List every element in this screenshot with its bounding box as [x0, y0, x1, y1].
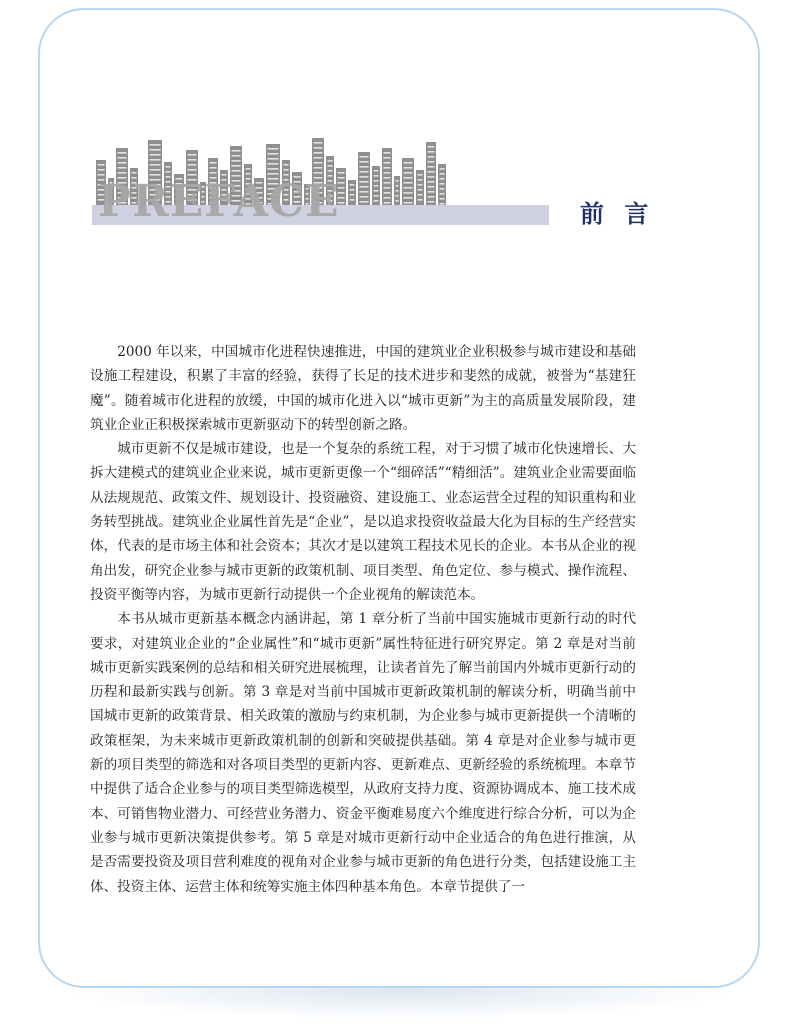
skyline-window [118, 162, 127, 164]
skyline-window [118, 172, 127, 174]
skyline-window [268, 168, 279, 170]
paragraph: 2000 年以来，中国城市化进程快速推进，中国的建筑业企业积极参与城市建设和基础设施工程建设，积累了丰富的经验，获得了长足的技术进步和斐然的成就，被誉为“基建狂魔”。随着城市化进程的放缓，中国的城市化进入以“城市更新”为主的高质量发展阶段，建筑业企业正积极探索城市更新驱动下的转型创新之路。 [90, 344, 636, 433]
skyline-building [358, 152, 370, 208]
skyline-window [232, 170, 241, 172]
skyline-window [440, 168, 445, 170]
skyline-window [418, 189, 423, 191]
skyline-window [118, 152, 127, 154]
skyline-window [328, 165, 333, 167]
skyline-window [418, 179, 423, 181]
skyline-window [360, 161, 369, 163]
skyline-window [314, 167, 323, 169]
skyline-window [384, 192, 391, 194]
page-title: 前 言 [580, 199, 655, 228]
skyline-window [404, 162, 413, 164]
skyline-window [360, 171, 369, 173]
skyline-window [384, 157, 391, 159]
skyline-window [246, 168, 251, 170]
skyline-window [384, 202, 391, 204]
skyline-window [328, 170, 333, 172]
skyline-window [210, 162, 217, 164]
skyline-window [404, 192, 413, 194]
skyline-window [284, 164, 289, 166]
skyline-window [232, 160, 241, 162]
skyline-window [188, 164, 197, 166]
skyline-window [246, 173, 251, 175]
skyline-window [232, 150, 241, 152]
skyline-window [360, 201, 369, 203]
skyline-window [384, 182, 391, 184]
skyline-window [150, 159, 161, 161]
skyline-window [384, 197, 391, 199]
skyline-window [428, 191, 435, 193]
preface-body [90, 340, 636, 899]
preface-header [92, 108, 655, 228]
skyline-window [428, 161, 435, 163]
skyline-window [418, 194, 423, 196]
skyline-window [404, 167, 413, 169]
skyline-window [210, 167, 217, 169]
skyline-window [360, 181, 369, 183]
skyline-window [428, 146, 435, 148]
skyline-window [428, 156, 435, 158]
skyline-window [98, 169, 105, 171]
skyline-window [314, 142, 323, 144]
skyline-window [396, 195, 399, 197]
skyline-window [404, 202, 413, 204]
skyline-window [428, 171, 435, 173]
skyline-window [384, 152, 391, 154]
skyline-window [384, 177, 391, 179]
skyline-window [440, 173, 445, 175]
skyline-window [360, 186, 369, 188]
skyline-window [232, 155, 241, 157]
skyline-window [268, 148, 279, 150]
skyline-window [350, 199, 355, 201]
skyline-window [338, 172, 345, 174]
skyline-window [314, 147, 323, 149]
skyline-window [314, 172, 323, 174]
skyline-window [418, 199, 423, 201]
skyline-window [314, 152, 323, 154]
skyline-window [350, 194, 355, 196]
skyline-window [428, 196, 435, 198]
skyline-window [350, 189, 355, 191]
skyline-window [232, 165, 241, 167]
skyline-window [440, 183, 445, 185]
skyline-window [150, 169, 161, 171]
skyline-window [396, 180, 399, 182]
skyline-window [150, 144, 161, 146]
skyline-window [418, 184, 423, 186]
skyline-window [384, 187, 391, 189]
skyline-window [428, 186, 435, 188]
skyline-window [268, 153, 279, 155]
skyline-window [360, 166, 369, 168]
skyline-window [404, 187, 413, 189]
skyline-window [374, 180, 379, 182]
skyline-window [314, 162, 323, 164]
skyline-window [374, 200, 379, 202]
skyline-window [360, 176, 369, 178]
skyline-window [404, 197, 413, 199]
skyline-window [384, 162, 391, 164]
skyline-window [384, 167, 391, 169]
skyline-window [210, 172, 217, 174]
skyline-building [372, 166, 380, 208]
skyline-window [150, 149, 161, 151]
skyline-window [440, 178, 445, 180]
skyline-window [374, 185, 379, 187]
skyline-window [404, 182, 413, 184]
skyline-window [98, 164, 105, 166]
skyline-window [268, 158, 279, 160]
skyline-window [404, 177, 413, 179]
skyline-window [428, 176, 435, 178]
skyline-window [374, 195, 379, 197]
skyline-window [428, 151, 435, 153]
skyline-window [360, 156, 369, 158]
skyline-window [166, 166, 171, 168]
skyline-window [374, 190, 379, 192]
skyline-window [118, 157, 127, 159]
skyline-window [268, 163, 279, 165]
skyline-window [440, 188, 445, 190]
skyline-window [396, 200, 399, 202]
skyline-window [132, 172, 137, 174]
preface-decor-word: PREFACE [98, 176, 340, 227]
skyline-window [314, 157, 323, 159]
skyline-window [188, 154, 197, 156]
skyline-window [284, 169, 289, 171]
skyline-building [438, 164, 446, 208]
skyline-window [118, 167, 127, 169]
skyline-window [328, 160, 333, 162]
paragraph: 本书从城市更新基本概念内涵讲起，第 1 章分析了当前中国实施城市更新行动的时代要求，对建筑业企业的“企业属性”和“城市更新”属性特征进行研究界定。第 2 章是对当前城市更新实践案例的总结和相关研究进展梳理，让读者首先了解当前国内外城市更新行动的历程和最新实践与创新。第 3 章是对当前中国城市更新政策机制的解读分析，明确当前中国城市更新的政策背景、相关政策的激励与约束机制，为企业参与城市更新提供一个清晰的政策框架，为未来城市更新政策机制的创新和突破提供基础。第 4 章是对企业参与城市更新的项目类型的筛选和对各项目类型的更新内容、更新难点、更新经验的系统梳理。本章节中提供了适合企业参与的项目类型筛选模型，从政府支持力度、资源协调成本、施工技术成本、可销售物业潜力、可经营业务潜力、资金平衡难易度六个维度进行综合分析，可以为企业参与城市更新决策提供参考。第 5 章是对城市更新行动中企业适合的角色进行推演，从是否需要投资及项目营利难度的视角对企业参与城市更新的角色进行分类，包括建设施工主体、投资主体、运营主体和统筹实施主体四种基本角色。本章节提供了一 [90, 611, 636, 895]
skyline-window [396, 185, 399, 187]
skyline-window [150, 154, 161, 156]
skyline-window [384, 172, 391, 174]
paragraph: 城市更新不仅是城市建设，也是一个复杂的系统工程，对于习惯了城市化快速增长、大拆大建模式的建筑业企业来说，城市更新更像一个“细碎活”“精细活”。建筑业企业需要面临从法规规范、政策文件、规划设计、投资融资、建设施工、业态运营全过程的知识重构和业务转型挑战。建筑业企业属性首先是“企业”，是以追求投资收益最大化为目标的生产经营实体，代表的是市场主体和社会资本；其次才是以建筑工程技术见长的企业。本书从企业的视角出发，研究企业参与城市更新的政策机制、项目类型、角色定位、参与模式、操作流程、投资平衡等内容，为城市更新行动提供一个企业视角的解读范本。 [90, 441, 636, 603]
skyline-window [440, 198, 445, 200]
skyline-window [268, 173, 279, 175]
skyline-window [350, 184, 355, 186]
skyline-window [360, 196, 369, 198]
skyline-window [418, 174, 423, 176]
skyline-window [428, 166, 435, 168]
skyline-window [374, 170, 379, 172]
skyline-window [428, 181, 435, 183]
skyline-window [188, 159, 197, 161]
skyline-window [188, 169, 197, 171]
skyline-window [360, 191, 369, 193]
skyline-window [166, 171, 171, 173]
skyline-window [428, 201, 435, 203]
skyline-window [440, 193, 445, 195]
skyline-window [396, 190, 399, 192]
skyline-window [404, 172, 413, 174]
skyline-window [374, 175, 379, 177]
skyline-window [150, 164, 161, 166]
